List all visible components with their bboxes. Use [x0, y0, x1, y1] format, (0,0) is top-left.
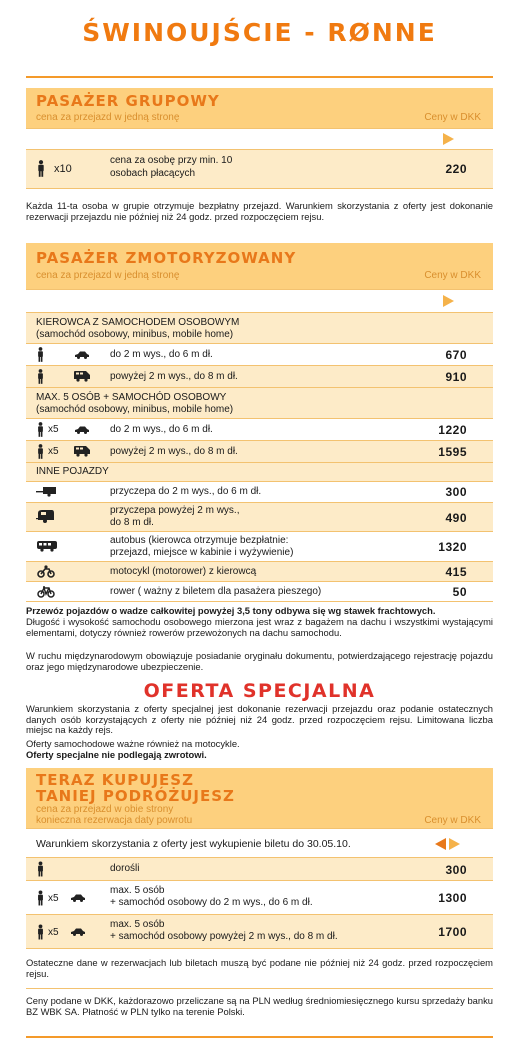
row-price: 415	[445, 565, 467, 579]
row-price: 1320	[438, 540, 467, 554]
section-group-cars	[26, 387, 493, 418]
group-box	[26, 88, 493, 193]
motor-currency: Ceny w DKK	[424, 270, 481, 281]
person-icon	[36, 422, 45, 437]
person-icon	[36, 347, 45, 362]
person-icon	[36, 369, 45, 384]
group-row	[26, 149, 493, 189]
motor-box	[26, 243, 493, 601]
row-desc: do 2 m wys., do 6 m dł.	[110, 349, 213, 360]
row-price: 1700	[438, 925, 467, 939]
group-currency: Ceny w DKK	[424, 112, 481, 123]
row-desc: motocykl (motorower) z kierowcą	[110, 566, 257, 577]
car-icon	[74, 425, 90, 434]
van-icon	[73, 370, 91, 382]
arrow-left-icon	[435, 838, 446, 850]
promo-currency: Ceny w DKK	[424, 815, 481, 826]
row-price: 1220	[438, 423, 467, 437]
divider	[26, 76, 493, 78]
row-price: 300	[445, 485, 467, 499]
row-desc-line1: autobus (kierowca otrzymuje bezpłatnie:	[110, 535, 289, 546]
motor-note-bold: Przewóz pojazdów o wadze całkowitej powyżej 3,5 tony odbywa się wg stawek frachtowych.	[26, 605, 436, 616]
section-label: INNE POJAZDY	[36, 466, 109, 477]
motor-header	[26, 243, 493, 289]
arrow-right-icon	[443, 133, 454, 145]
section-other	[26, 462, 493, 481]
table-row	[26, 880, 493, 914]
direction-row	[26, 128, 493, 149]
promo-subtitle-1: cena za przejazd w obie strony	[36, 804, 174, 815]
trailer-icon	[36, 486, 58, 497]
person-icon	[36, 160, 46, 177]
row-qty: x5	[48, 446, 59, 457]
row-price: 490	[445, 511, 467, 525]
row-price: 1595	[438, 445, 467, 459]
table-row	[26, 581, 493, 602]
car-icon	[70, 927, 86, 936]
motorcycle-icon	[37, 565, 55, 578]
row-desc-line2: do 8 m dł.	[110, 517, 154, 528]
table-row	[26, 531, 493, 561]
footer-note-2: Ceny podane w DKK, każdorazowo przeliczane są na PLN według średniomiesięcznego kursu sprzedaży banku BZ WBK SA. Płatność w PLN tylko na terenie Polski.	[26, 995, 493, 1017]
row-qty: x5	[48, 893, 59, 904]
row-desc-line2: przejazd, miejsce w kabinie i wyżywienie)	[110, 547, 294, 558]
row-desc-line2: + samochód osobowy powyżej 2 m wys., do 8 m dł.	[110, 931, 338, 942]
row-price: 670	[445, 348, 467, 362]
group-title: PASAŻER GRUPOWY	[36, 92, 220, 110]
table-row	[26, 914, 493, 949]
table-row	[26, 343, 493, 365]
section-sublabel: (samochód osobowy, minibus, mobile home)	[36, 329, 234, 340]
row-price: 300	[445, 863, 467, 877]
special-title: OFERTA SPECJALNA	[143, 680, 376, 702]
car-icon	[70, 893, 86, 902]
row-desc: powyżej 2 m wys., do 8 m dł.	[110, 446, 238, 457]
row-desc: przyczepa do 2 m wys., do 6 m dł.	[110, 486, 262, 497]
table-row	[26, 365, 493, 387]
table-row	[26, 857, 493, 880]
promo-subtitle-2: konieczna rezerwacja daty powrotu	[36, 815, 193, 826]
car-icon	[74, 350, 90, 359]
person-icon	[36, 444, 45, 459]
promo-title-line1: TERAZ KUPUJESZ	[36, 771, 194, 789]
page-title: ŚWINOUJŚCIE - RØNNE	[82, 18, 437, 47]
bus-icon	[36, 540, 58, 552]
van-icon	[73, 445, 91, 457]
group-header	[26, 88, 493, 128]
arrow-right-icon	[449, 838, 460, 850]
promo-condition-row	[26, 828, 493, 857]
divider	[26, 1036, 493, 1038]
table-row	[26, 481, 493, 502]
section-label: KIEROWCA Z SAMOCHODEM OSOBOWYM	[36, 317, 240, 328]
table-row	[26, 561, 493, 581]
row-desc: dorośli	[110, 863, 140, 874]
group-note: Każda 11-ta osoba w grupie otrzymuje bezpłatny przejazd. Warunkiem skorzystania z oferty jest dokonanie rezerwacji przejazdu nie później niż 24 godz. przed rozpoczęciem rejsu.	[26, 200, 493, 222]
promo-box	[26, 768, 493, 954]
row-qty: x5	[48, 927, 59, 938]
bicycle-icon	[37, 585, 55, 598]
special-text-3: Oferty specjalne nie podlegają zwrotowi.	[26, 749, 207, 760]
section-label: MAX. 5 OSÓB + SAMOCHÓD OSOBOWY	[36, 392, 227, 403]
person-icon	[36, 861, 45, 877]
row-qty: x5	[48, 424, 59, 435]
row-desc: powyżej 2 m wys., do 8 m dł.	[110, 371, 238, 382]
promo-header	[26, 768, 493, 828]
caravan-icon	[36, 509, 56, 524]
special-text: Warunkiem skorzystania z oferty specjalnej jest dokonanie rezerwacji przejazdu oraz podanie ostatecznych danych osób korzystających z oferty nie później niż 24 godz. przed rozpoczęciem rejsu. Limitowana liczba miejsc na każdy rejs.	[26, 703, 493, 736]
group-desc-line1: cena za osobę przy min. 10	[110, 155, 233, 166]
row-desc: do 2 m wys., do 6 m dł.	[110, 424, 213, 435]
motor-note-2: W ruchu międzynarodowym obowiązuje posiadanie oryginału dokumentu, potwierdzającego rejestrację pojazdu oraz jego międzynarodowe ubezpieczenie.	[26, 650, 493, 672]
direction-row	[26, 289, 493, 312]
row-desc-line1: max. 5 osób	[110, 919, 165, 930]
promo-condition: Warunkiem skorzystania z oferty jest wykupienie biletu do 30.05.10.	[36, 838, 351, 850]
row-price: 50	[452, 585, 467, 599]
arrow-right-icon	[443, 295, 454, 307]
row-price: 910	[445, 370, 467, 384]
special-text-2: Oferty samochodowe ważne również na motocykle.	[26, 738, 240, 749]
person-icon	[36, 890, 45, 906]
row-price: 1300	[438, 891, 467, 905]
person-icon	[36, 924, 45, 940]
row-desc-line1: przyczepa powyżej 2 m wys.,	[110, 505, 240, 516]
motor-title: PASAŻER ZMOTORYZOWANY	[36, 249, 297, 267]
table-row	[26, 502, 493, 531]
footer-note-1: Ostateczne dane w rezerwacjach lub biletach muszą być podane nie później niż 24 godz. przed rozpoczęciem rejsu.	[26, 957, 493, 979]
section-cars	[26, 312, 493, 343]
table-row	[26, 440, 493, 462]
row-desc: rower ( ważny z biletem dla pasażera pieszego)	[110, 586, 322, 597]
promo-title-line2: TANIEJ PODRÓŻUJESZ	[36, 787, 235, 805]
group-qty: x10	[54, 163, 72, 175]
row-desc-line2: + samochód osobowy do 2 m wys., do 6 m dł.	[110, 897, 313, 908]
group-price: 220	[445, 162, 467, 176]
motor-note-1: Długość i wysokość samochodu osobowego mierzona jest wraz z bagażem na dachu i wszystkimi wystającymi elementami, dotyczy również rowerów przewożonych na dachu samochodu.	[26, 616, 493, 638]
group-desc-line2: osobach płacących	[110, 168, 196, 179]
divider	[26, 988, 493, 989]
section-sublabel: (samochód osobowy, minibus, mobile home)	[36, 404, 234, 415]
row-desc-line1: max. 5 osób	[110, 885, 165, 896]
table-row	[26, 418, 493, 440]
motor-subtitle: cena za przejazd w jedną stronę	[36, 270, 180, 281]
group-subtitle: cena za przejazd w jedną stronę	[36, 112, 180, 123]
